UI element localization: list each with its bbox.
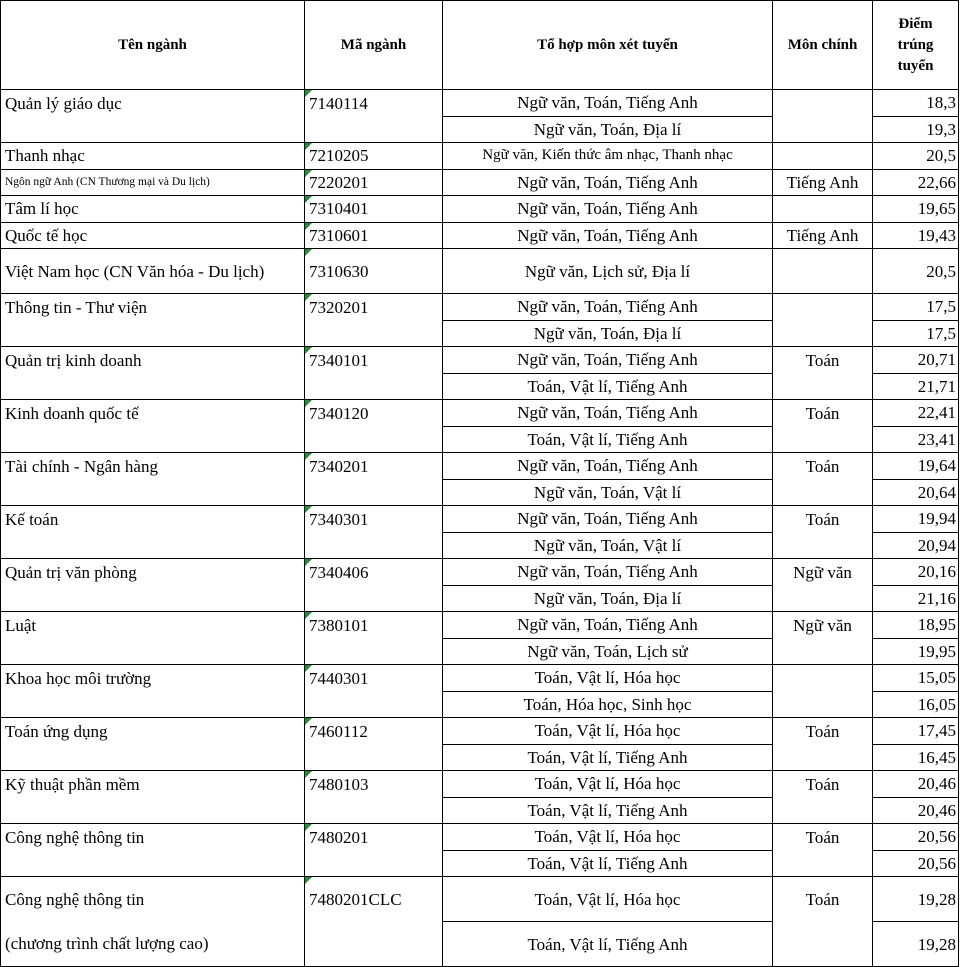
cell-major-code: 7380101 <box>305 612 443 639</box>
cell-subject-combination: Ngữ văn, Toán, Tiếng Anh <box>443 222 773 249</box>
cell-subject-combination: Ngữ văn, Lịch sử, Địa lí <box>443 249 773 294</box>
table-row <box>1 400 959 427</box>
cell-major-name: Kinh doanh quốc tế <box>1 400 305 427</box>
cell-main-subject <box>773 90 873 117</box>
cell-subject-combination: Ngữ văn, Toán, Tiếng Anh <box>443 169 773 196</box>
cell-main-subject: Toán <box>773 453 873 480</box>
cell-admission-score: 20,5 <box>873 249 959 294</box>
cell-admission-score: 16,05 <box>873 691 959 718</box>
table-row <box>1 453 959 480</box>
cell-subject-combination: Ngữ văn, Toán, Vật lí <box>443 479 773 506</box>
table-row <box>1 638 959 665</box>
cell-major-name <box>1 797 305 824</box>
cell-main-subject: Toán <box>773 824 873 851</box>
cell-admission-score: 20,56 <box>873 824 959 851</box>
cell-major-code: 7310601 <box>305 222 443 249</box>
table-row <box>1 665 959 692</box>
cell-major-code <box>305 850 443 877</box>
cell-admission-score: 17,5 <box>873 294 959 321</box>
table-row <box>1 249 959 294</box>
cell-major-name <box>1 320 305 347</box>
cell-major-name <box>1 691 305 718</box>
cell-subject-combination: Toán, Vật lí, Hóa học <box>443 771 773 798</box>
cell-main-subject <box>773 116 873 143</box>
cell-admission-score: 19,28 <box>873 922 959 967</box>
table-row <box>1 559 959 586</box>
cell-main-subject <box>773 744 873 771</box>
cell-main-subject <box>773 797 873 824</box>
cell-subject-combination: Ngữ văn, Toán, Tiếng Anh <box>443 559 773 586</box>
table-row <box>1 612 959 639</box>
cell-major-code: 7460112 <box>305 718 443 745</box>
cell-admission-score: 20,56 <box>873 850 959 877</box>
cell-admission-score: 22,66 <box>873 169 959 196</box>
cell-subject-combination: Toán, Vật lí, Tiếng Anh <box>443 426 773 453</box>
cell-major-code: 7310401 <box>305 196 443 223</box>
cell-main-subject <box>773 373 873 400</box>
cell-subject-combination: Ngữ văn, Toán, Địa lí <box>443 320 773 347</box>
cell-main-subject <box>773 532 873 559</box>
header-row <box>1 1 959 90</box>
cell-main-subject: Toán <box>773 877 873 922</box>
cell-major-code: 7210205 <box>305 143 443 170</box>
cell-admission-score: 21,71 <box>873 373 959 400</box>
cell-main-subject <box>773 691 873 718</box>
cell-major-name: Tài chính - Ngân hàng <box>1 453 305 480</box>
cell-subject-combination: Toán, Vật lí, Tiếng Anh <box>443 850 773 877</box>
table-row <box>1 373 959 400</box>
cell-main-subject: Toán <box>773 506 873 533</box>
cell-main-subject <box>773 249 873 294</box>
cell-main-subject <box>773 922 873 967</box>
cell-major-name <box>1 479 305 506</box>
table-row <box>1 718 959 745</box>
cell-major-code: 7340120 <box>305 400 443 427</box>
cell-main-subject <box>773 665 873 692</box>
cell-major-name: Ngôn ngữ Anh (CN Thương mại và Du lịch) <box>1 169 305 196</box>
cell-major-code: 7320201 <box>305 294 443 321</box>
cell-main-subject: Toán <box>773 718 873 745</box>
cell-major-name: Kỹ thuật phần mềm <box>1 771 305 798</box>
cell-major-name <box>1 638 305 665</box>
cell-main-subject <box>773 585 873 612</box>
cell-main-subject: Ngữ văn <box>773 612 873 639</box>
cell-major-name: Quản trị kinh doanh <box>1 347 305 374</box>
header-subject-combination: Tổ hợp môn xét tuyển <box>443 1 773 90</box>
cell-admission-score: 16,45 <box>873 744 959 771</box>
cell-major-code <box>305 797 443 824</box>
cell-major-code <box>305 585 443 612</box>
cell-subject-combination: Ngữ văn, Toán, Tiếng Anh <box>443 294 773 321</box>
cell-major-name: Kế toán <box>1 506 305 533</box>
cell-subject-combination: Ngữ văn, Toán, Tiếng Anh <box>443 196 773 223</box>
cell-subject-combination: Toán, Vật lí, Hóa học <box>443 665 773 692</box>
cell-admission-score: 21,16 <box>873 585 959 612</box>
cell-major-name: Thông tin - Thư viện <box>1 294 305 321</box>
cell-major-code <box>305 479 443 506</box>
cell-admission-score: 19,65 <box>873 196 959 223</box>
cell-admission-score: 20,71 <box>873 347 959 374</box>
cell-subject-combination: Ngữ văn, Toán, Tiếng Anh <box>443 612 773 639</box>
cell-major-name <box>1 850 305 877</box>
cell-major-code: 7340101 <box>305 347 443 374</box>
cell-admission-score: 20,64 <box>873 479 959 506</box>
cell-major-name: Toán ứng dụng <box>1 718 305 745</box>
table-row <box>1 585 959 612</box>
cell-main-subject: Tiếng Anh <box>773 169 873 196</box>
cell-subject-combination: Ngữ văn, Toán, Tiếng Anh <box>443 506 773 533</box>
cell-major-code <box>305 744 443 771</box>
header-main-subject: Môn chính <box>773 1 873 90</box>
table-row <box>1 347 959 374</box>
cell-major-code <box>305 638 443 665</box>
cell-main-subject: Ngữ văn <box>773 559 873 586</box>
cell-subject-combination: Ngữ văn, Toán, Địa lí <box>443 585 773 612</box>
cell-major-name <box>1 585 305 612</box>
header-major-name: Tên ngành <box>1 1 305 90</box>
table-row <box>1 426 959 453</box>
table-row <box>1 532 959 559</box>
cell-main-subject: Toán <box>773 400 873 427</box>
table-row <box>1 877 959 922</box>
table-row <box>1 90 959 117</box>
cell-admission-score: 19,28 <box>873 877 959 922</box>
cell-major-code: 7440301 <box>305 665 443 692</box>
table-row <box>1 850 959 877</box>
cell-admission-score: 15,05 <box>873 665 959 692</box>
table-row <box>1 824 959 851</box>
table-row <box>1 506 959 533</box>
header-admission-score: Điểm trúng tuyển <box>873 1 959 90</box>
cell-major-code <box>305 320 443 347</box>
cell-major-name: Tâm lí học <box>1 196 305 223</box>
cell-main-subject: Toán <box>773 347 873 374</box>
table-row <box>1 744 959 771</box>
cell-subject-combination: Ngữ văn, Toán, Vật lí <box>443 532 773 559</box>
table-row <box>1 771 959 798</box>
cell-admission-score: 17,5 <box>873 320 959 347</box>
cell-main-subject <box>773 638 873 665</box>
cell-major-code: 7220201 <box>305 169 443 196</box>
cell-admission-score: 19,3 <box>873 116 959 143</box>
cell-major-name: Luật <box>1 612 305 639</box>
cell-major-name <box>1 532 305 559</box>
cell-subject-combination: Ngữ văn, Toán, Lịch sử <box>443 638 773 665</box>
cell-major-code: 7340201 <box>305 453 443 480</box>
cell-main-subject <box>773 320 873 347</box>
cell-major-code: 7340406 <box>305 559 443 586</box>
table-row <box>1 797 959 824</box>
cell-major-code <box>305 532 443 559</box>
cell-subject-combination: Ngữ văn, Toán, Tiếng Anh <box>443 400 773 427</box>
cell-admission-score: 20,46 <box>873 771 959 798</box>
table-row <box>1 294 959 321</box>
cell-subject-combination: Ngữ văn, Toán, Tiếng Anh <box>443 347 773 374</box>
cell-main-subject: Tiếng Anh <box>773 222 873 249</box>
cell-major-code: 7340301 <box>305 506 443 533</box>
cell-major-name <box>1 426 305 453</box>
cell-admission-score: 20,16 <box>873 559 959 586</box>
cell-major-name: Việt Nam học (CN Văn hóa - Du lịch) <box>1 249 305 294</box>
cell-subject-combination: Toán, Vật lí, Tiếng Anh <box>443 922 773 967</box>
cell-admission-score: 20,46 <box>873 797 959 824</box>
cell-admission-score: 19,94 <box>873 506 959 533</box>
cell-admission-score: 22,41 <box>873 400 959 427</box>
table-row <box>1 691 959 718</box>
cell-main-subject <box>773 143 873 170</box>
table-row <box>1 922 959 967</box>
cell-major-name: Quản trị văn phòng <box>1 559 305 586</box>
cell-main-subject <box>773 294 873 321</box>
cell-major-code <box>305 373 443 400</box>
cell-subject-combination: Ngữ văn, Toán, Tiếng Anh <box>443 453 773 480</box>
cell-major-code: 7310630 <box>305 249 443 294</box>
table-row <box>1 116 959 143</box>
cell-subject-combination: Ngữ văn, Toán, Địa lí <box>443 116 773 143</box>
cell-admission-score: 19,43 <box>873 222 959 249</box>
cell-admission-score: 20,5 <box>873 143 959 170</box>
cell-major-code: 7480201 <box>305 824 443 851</box>
cell-major-code <box>305 426 443 453</box>
table-row <box>1 169 959 196</box>
cell-major-code <box>305 116 443 143</box>
cell-main-subject: Toán <box>773 771 873 798</box>
cell-major-code: 7480103 <box>305 771 443 798</box>
cell-admission-score: 23,41 <box>873 426 959 453</box>
cell-major-name: Khoa học môi trường <box>1 665 305 692</box>
cell-subject-combination: Toán, Vật lí, Tiếng Anh <box>443 373 773 400</box>
cell-admission-score: 18,3 <box>873 90 959 117</box>
cell-major-name: Công nghệ thông tin <box>1 824 305 851</box>
cell-major-name: Quản lý giáo dục <box>1 90 305 117</box>
cell-main-subject <box>773 479 873 506</box>
header-major-code: Mã ngành <box>305 1 443 90</box>
cell-admission-score: 17,45 <box>873 718 959 745</box>
cell-main-subject <box>773 426 873 453</box>
cell-subject-combination: Toán, Hóa học, Sinh học <box>443 691 773 718</box>
cell-major-name <box>1 116 305 143</box>
cell-major-code <box>305 691 443 718</box>
table-row <box>1 479 959 506</box>
cell-admission-score: 20,94 <box>873 532 959 559</box>
cell-admission-score: 19,95 <box>873 638 959 665</box>
table-row <box>1 320 959 347</box>
cell-main-subject <box>773 196 873 223</box>
cell-subject-combination: Toán, Vật lí, Hóa học <box>443 824 773 851</box>
cell-major-name: Quốc tế học <box>1 222 305 249</box>
cell-admission-score: 19,64 <box>873 453 959 480</box>
cell-major-name <box>1 744 305 771</box>
cell-main-subject <box>773 850 873 877</box>
cell-major-code: 7140114 <box>305 90 443 117</box>
table-row <box>1 222 959 249</box>
cell-subject-combination: Toán, Vật lí, Tiếng Anh <box>443 744 773 771</box>
cell-subject-combination: Toán, Vật lí, Hóa học <box>443 718 773 745</box>
cell-subject-combination: Toán, Vật lí, Hóa học <box>443 877 773 922</box>
cell-major-name <box>1 373 305 400</box>
cell-major-name: Công nghệ thông tin <box>1 877 305 922</box>
cell-admission-score: 18,95 <box>873 612 959 639</box>
cell-major-name: Thanh nhạc <box>1 143 305 170</box>
table-body <box>1 90 959 967</box>
cell-major-name: (chương trình chất lượng cao) <box>1 922 305 967</box>
cell-major-code <box>305 922 443 967</box>
cell-major-code: 7480201CLC <box>305 877 443 922</box>
cell-subject-combination: Ngữ văn, Kiến thức âm nhạc, Thanh nhạc <box>443 143 773 170</box>
cell-subject-combination: Ngữ văn, Toán, Tiếng Anh <box>443 90 773 117</box>
table-row <box>1 196 959 223</box>
cell-subject-combination: Toán, Vật lí, Tiếng Anh <box>443 797 773 824</box>
table-row <box>1 143 959 170</box>
